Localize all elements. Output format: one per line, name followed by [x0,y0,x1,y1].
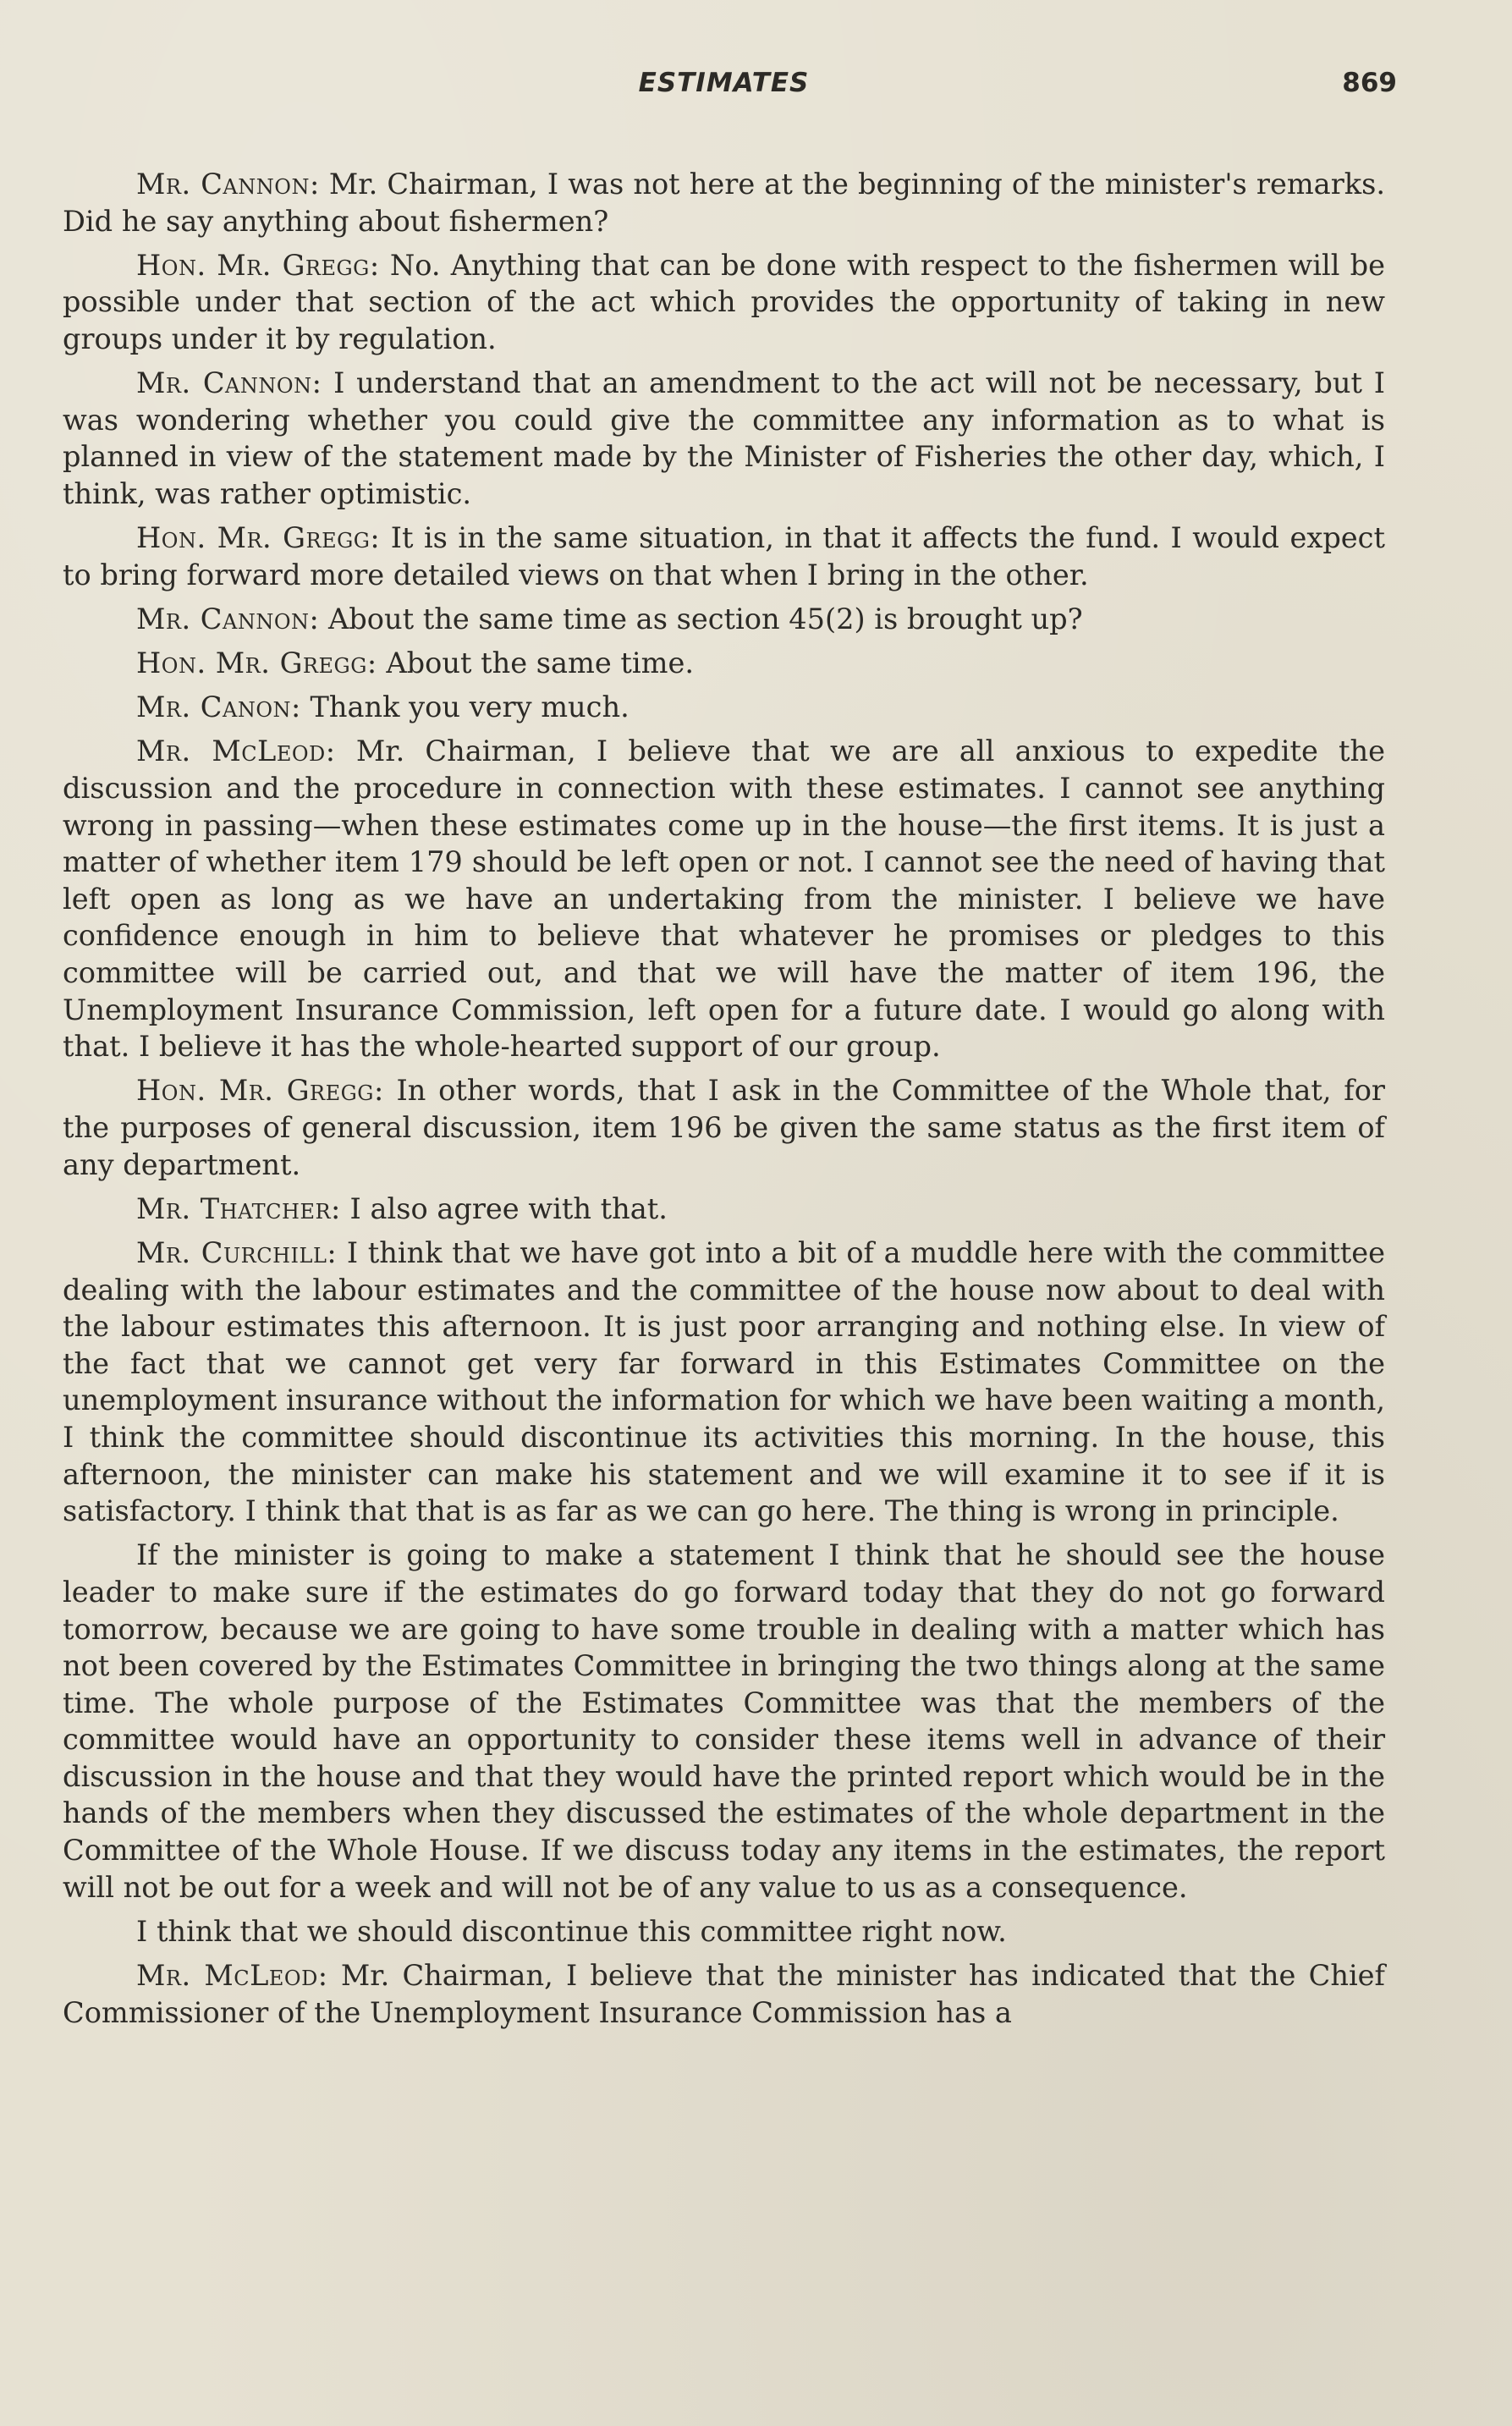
paragraph-text: About the same time as section 45(2) is brought up? [328,602,1083,635]
paragraph [63,689,1385,726]
paragraph-text: I think that we have got into a bit of a muddle here with the committee dealing with the labour estimates and the committee of the house now about to deal with the labour estimates this afternoon. It is just poor arranging and nothing else. In view of the fact that we cannot get very far forward in this Estimates Committee on the unemployment insurance without the information for which we have been waiting a month, I think the committee should discontinue its activities this morning. In the house, this afternoon, the minister can make his statement and we will examine it to see if it is satisfactory. I think that that is as far as we can go here. The thing is wrong in principle. [63,1235,1385,1528]
paragraph-text: If the minister is going to make a statement I think that he should see the house leader to make sure if the estimates do go forward today that they do not go forward tomorrow, because we are going to have some trouble in dealing with a matter which has not been covered by the Estimates Committee in bringing the two things along at the same time. The whole purpose of the Estimates Committee was that the members of the committee would have an opportunity to consider these items well in advance of their discussion in the house and that they would have the printed report which would be in the hands of the members when they discussed the estimates of the whole department in the Committee of the Whole House. If we discuss today any items in the estimates, the report will not be out for a week and will not be of any value to us as a consequence. [63,1538,1385,1904]
paragraph [63,1072,1385,1183]
paragraph-text: It is in the same situation, in that it affects the fund. I would expect to bring forward more detailed views on that when I bring in the other. [63,521,1385,591]
paragraph-text: I think that we should discontinue this committee right now. [136,1914,1007,1948]
paragraph [63,365,1385,512]
paragraph [63,1191,1385,1228]
paragraph [63,520,1385,593]
paragraph-text: I also agree with that. [349,1191,668,1225]
paragraph [63,645,1385,682]
running-head [63,68,1397,115]
paragraph-text: Thank you very much. [310,690,630,724]
paragraph [63,1913,1385,1950]
paragraph [63,1957,1385,2031]
paragraph-text: Mr. Chairman, I believe that we are all anxious to expedite the discussion and the procedure in connection with these estimates. I cannot see anything wrong in passing—when these estimates come up in the house—the first items. It is just a matter of whether item 179 should be left open or not. I cannot see the need of having that left open as long as we have an undertaking from the minister. I believe we have confidence enough in him to believe that whatever he promises or pledges to this committee will be carried out, and that we will have the matter of item 196, the Unemployment Insurance Commission, left open for a future date. I would go along with that. I believe it has the whole-hearted support of our group. [63,734,1386,1064]
paragraph [63,1235,1385,1530]
paragraph [63,601,1385,638]
paragraph [63,166,1385,239]
running-title: ESTIMATES [638,68,810,98]
paragraph-text: I understand that an amendment to the act will not be necessary, but I was wondering whether you could give the committee any information as to what is planned in view of the statement made by the Minister of Fisheries the other day, which, I think, was rather optimistic. [63,366,1385,510]
speaker-name: Mr. Curchill: [136,1235,338,1269]
paragraph-text: Mr. Chairman, I believe that the minister has indicated that the Chief Commissioner of the Unemployment Insurance Commission has a [63,1959,1385,2029]
paragraph [63,733,1385,1064]
speaker-name: Mr. Canon: [136,690,301,724]
speaker-name: Hon. Mr. Gregg: [136,248,380,282]
paragraph-text: In other words, that I ask in the Committee of the Whole that, for the purposes of general discussion, item 196 be given the same status as the first item of any department. [63,1074,1385,1181]
body-text [63,166,1385,2031]
paragraph-text: No. Anything that can be done with respect to the fishermen will be possible under that section of the act which provides the opportunity of taking in new groups under it by regulation. [63,248,1385,355]
paragraph [63,247,1385,358]
speaker-name: Mr. Cannon: [136,366,322,400]
speaker-name: Mr. McLeod: [136,734,336,768]
speaker-name: Hon. Mr. Gregg: [136,1074,384,1108]
paragraph-text: About the same time. [386,646,695,680]
speaker-name: Hon. Mr. Gregg: [136,646,377,680]
page-number: 869 [1342,68,1397,98]
speaker-name: Mr. Thatcher: [136,1191,341,1225]
speaker-name: Mr. McLeod: [136,1959,328,1993]
paragraph-text: Mr. Chairman, I was not here at the beginning of the minister's remarks. Did he say anything about fishermen? [63,168,1385,238]
speaker-name: Hon. Mr. Gregg: [136,521,381,555]
speaker-name: Mr. Cannon: [136,168,320,201]
speaker-name: Mr. Cannon: [136,602,320,635]
paragraph [63,1537,1385,1906]
